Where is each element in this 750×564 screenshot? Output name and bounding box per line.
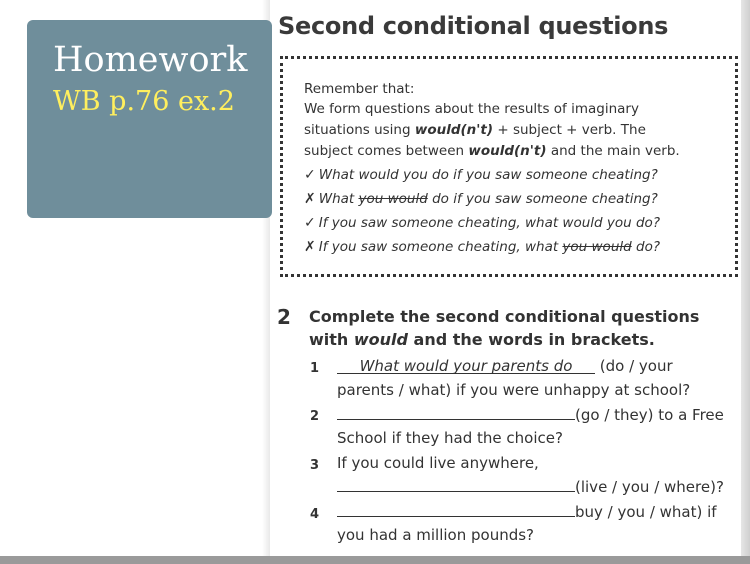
question-text: (go / they) to a Free — [575, 406, 724, 424]
cross-icon: ✗ — [304, 191, 316, 207]
question-4-line-1 — [337, 502, 717, 521]
remember-line-1: We form questions about the results of imaginary — [304, 101, 639, 117]
question-number: 3 — [310, 458, 320, 473]
text-span: with — [309, 330, 354, 349]
homework-reference: WB p.76 ex.2 — [53, 86, 235, 117]
text-span: situations using — [304, 122, 415, 138]
page-edge — [741, 0, 750, 556]
homework-box — [27, 20, 272, 218]
bottom-border — [0, 556, 750, 564]
example-correct-2 — [304, 215, 660, 231]
homework-title: Homework — [53, 40, 248, 80]
question-number: 1 — [310, 361, 320, 376]
remember-heading: Remember that: — [304, 81, 415, 97]
page-title: Second conditional questions — [278, 12, 669, 40]
example-text: do if you saw someone cheating? — [427, 191, 658, 207]
remember-line-2 — [304, 122, 646, 138]
example-text: If you saw someone cheating, what would you do? — [318, 215, 660, 231]
question-2-line-1 — [337, 405, 724, 424]
cross-icon: ✗ — [304, 239, 316, 255]
question-number: 4 — [310, 507, 320, 522]
example-text: If you saw someone cheating, what — [318, 239, 563, 255]
question-1-line-2: parents / what) if you were unhappy at school? — [337, 381, 691, 399]
check-icon: ✓ — [304, 167, 316, 183]
keyword-would: would(n't) — [414, 122, 494, 138]
question-3-line-2 — [337, 477, 724, 496]
example-wrong-2 — [304, 239, 660, 255]
example-text: What would you do if you saw someone cheating? — [318, 167, 658, 183]
question-2-line-2: School if they had the choice? — [337, 429, 563, 447]
text-span: and the main verb. — [546, 143, 680, 159]
remember-box — [280, 56, 738, 277]
exercise-instruction-line-2 — [309, 330, 655, 349]
question-text: buy / you / what) if — [575, 503, 717, 521]
exercise-number: 2 — [277, 305, 291, 329]
example-text: What — [318, 191, 359, 207]
question-text: (live / you / where)? — [575, 478, 724, 496]
question-4-line-2: you had a million pounds? — [337, 526, 535, 544]
struck-text: you would — [358, 191, 428, 207]
question-number: 2 — [310, 409, 320, 424]
text-span: and the words in brackets. — [407, 330, 655, 349]
exercise-instruction-line-1: Complete the second conditional questions — [309, 307, 700, 326]
question-text: (do / your — [599, 357, 673, 375]
answer-blank[interactable] — [337, 502, 575, 517]
example-text: do? — [631, 239, 660, 255]
keyword-would: would — [353, 330, 408, 349]
answer-field[interactable]: What would your parents do — [337, 359, 595, 374]
answer-blank[interactable] — [337, 477, 575, 492]
text-span: + subject + verb. The — [493, 122, 646, 138]
check-icon: ✓ — [304, 215, 316, 231]
example-correct-1 — [304, 167, 658, 183]
question-3-line-1: If you could live anywhere, — [337, 454, 539, 472]
question-1-line-1 — [337, 357, 673, 375]
remember-line-3 — [304, 143, 680, 159]
example-wrong-1 — [304, 191, 658, 207]
answer-blank[interactable] — [337, 405, 575, 420]
keyword-would: would(n't) — [468, 143, 547, 159]
struck-text: you would — [562, 239, 632, 255]
text-span: subject comes between — [304, 143, 469, 159]
